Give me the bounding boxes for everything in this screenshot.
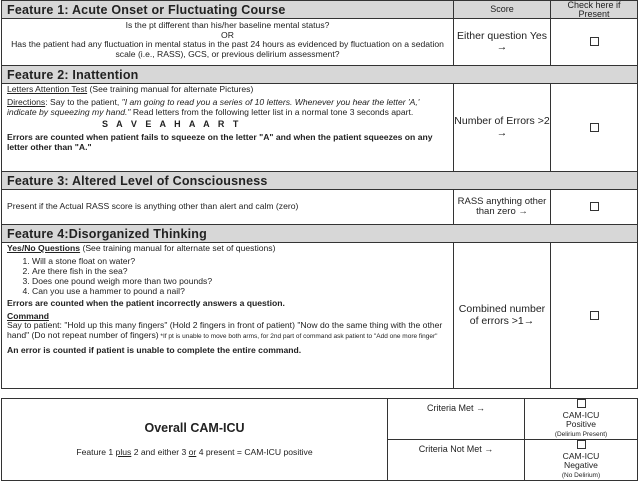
feature3-checkbox[interactable] (590, 202, 599, 211)
overall-description (2, 435, 387, 457)
cam-icu-positive-note: (Delirium Present) (554, 430, 608, 438)
feature1-row (2, 19, 638, 66)
feature3-row (2, 190, 638, 225)
feature4-command-label: Command (7, 310, 50, 321)
feature2-directions-quote: "I am going to read you a series of 10 letters. Whenever you hear the letter 'A,' indicate by squeezing my hand." (7, 96, 420, 117)
feature2-test-note: (See training manual for alternate Pictures) (87, 84, 254, 94)
feature4-questions-label: Yes/No Questions (7, 243, 81, 253)
feature1-question-1: Is the pt different than his/her baseline mental status? (125, 20, 330, 30)
feature2-directions-pre: : Say to the patient, (45, 96, 122, 107)
feature4-questions-note: (See training manual for alternate set of questions) (80, 243, 276, 253)
feature4-question: 1. Will a stone float on water? (32, 256, 448, 266)
overall-desc-mid: 2 and either 3 (131, 447, 189, 457)
feature2-directions-post: Read letters from the following letter list in a normal tone 3 seconds apart. (130, 106, 414, 117)
overall-row-1 (2, 399, 638, 440)
feature2-header-row (2, 66, 638, 84)
feature2-body (2, 84, 454, 172)
feature2-checkbox[interactable] (590, 123, 599, 132)
feature1-check-cell (551, 19, 638, 66)
cam-icu-negative-checkbox[interactable] (577, 440, 586, 449)
feature4-title: Feature 4:Disorganized Thinking (2, 225, 638, 243)
feature2-letter-list: S A V E A H A A R T (102, 119, 242, 130)
feature1-question-2: Has the patient had any fluctuation in mental status in the past 24 hours as evidenced by fluctuation on a sedation scale (i.e., RASS), GCS, or previous delirium assessment? (11, 39, 444, 59)
cam-icu-negative-cell (525, 440, 638, 481)
feature2-check-cell (551, 84, 638, 172)
feature4-errors-text: Errors are counted when the patient incorrectly answers a question. (7, 297, 285, 308)
feature2-directions-label: Directions (7, 96, 46, 107)
feature4-row (2, 243, 638, 389)
feature4-question-list (7, 256, 448, 296)
feature4-question: 4. Can you use a hammer to pound a nail? (32, 286, 448, 296)
overall-summary-cell (2, 399, 388, 481)
feature4-question: 2. Are there fish in the sea? (32, 266, 448, 276)
feature4-header-row (2, 225, 638, 243)
feature4-check-cell (551, 243, 638, 389)
feature4-body (2, 243, 454, 389)
feature2-test-line (7, 85, 448, 95)
overall-desc-plus: plus (115, 447, 132, 457)
feature1-checkbox[interactable] (590, 37, 599, 46)
feature3-header-row (2, 172, 638, 190)
cam-icu-positive-checkbox[interactable] (577, 399, 586, 408)
feature1-body (2, 19, 454, 66)
feature2-directions (7, 98, 448, 118)
score-column-header: Score (454, 1, 551, 19)
criteria-met-label: Criteria Met → (388, 399, 525, 440)
feature3-title: Feature 3: Altered Level of Consciousness (2, 172, 638, 190)
feature4-command-note: *If pt is unable to move both arms, for 2nd part of command ask patient to "Add one more finger" (158, 333, 438, 341)
feature4-question: 3. Does one pound weigh more than two pounds? (32, 276, 448, 286)
feature4-score: Combined number of errors >1→ (454, 243, 551, 389)
cam-icu-positive-cell (525, 399, 638, 440)
feature4-command-text (7, 321, 448, 342)
feature2-errors-text: Errors are counted when patient fails to squeeze on the letter "A" and when the patient squeezes on any letter other than "A." (7, 132, 433, 152)
overall-desc-or: or (188, 447, 197, 457)
feature2-score: Number of Errors >2 → (454, 84, 551, 172)
feature1-title: Feature 1: Acute Onset or Fluctuating Course (2, 1, 454, 19)
feature1-header-row (2, 1, 638, 19)
criteria-not-met-label: Criteria Not Met → (388, 440, 525, 481)
feature3-check-cell (551, 190, 638, 225)
feature4-checkbox[interactable] (590, 311, 599, 320)
feature2-title: Feature 2: Inattention (2, 66, 638, 84)
feature3-body: Present if the Actual RASS score is anything other than alert and calm (zero) (2, 190, 454, 225)
cam-icu-negative-label: CAM-ICU Negative (562, 450, 600, 470)
feature4-questions-line (7, 244, 448, 254)
overall-title: Overall CAM-ICU (144, 421, 245, 435)
feature2-row (2, 84, 638, 172)
overall-table (1, 398, 638, 481)
feature2-test-name: Letters Attention Test (7, 84, 88, 94)
feature3-score: RASS anything other than zero → (454, 190, 551, 225)
feature1-score: Either question Yes → (454, 19, 551, 66)
feature1-or: OR (221, 29, 234, 40)
cam-icu-negative-note: (No Delirium) (561, 471, 601, 479)
overall-desc-pre: Feature 1 (76, 447, 116, 457)
feature4-command-1: Say to patient: "Hold up this many fingers" (Hold 2 fingers in front of patient) "Now do the same thing with the other hand" (Do not repeat number of fingers) (7, 320, 443, 341)
cam-icu-positive-label: CAM-ICU Positive (562, 409, 600, 429)
overall-desc-post: 4 present = CAM-ICU positive (196, 447, 313, 457)
feature4-command-errors: An error is counted if patient is unable to complete the entire command. (7, 344, 302, 355)
check-column-header: Check here if Present (551, 1, 638, 19)
features-table (1, 0, 638, 389)
